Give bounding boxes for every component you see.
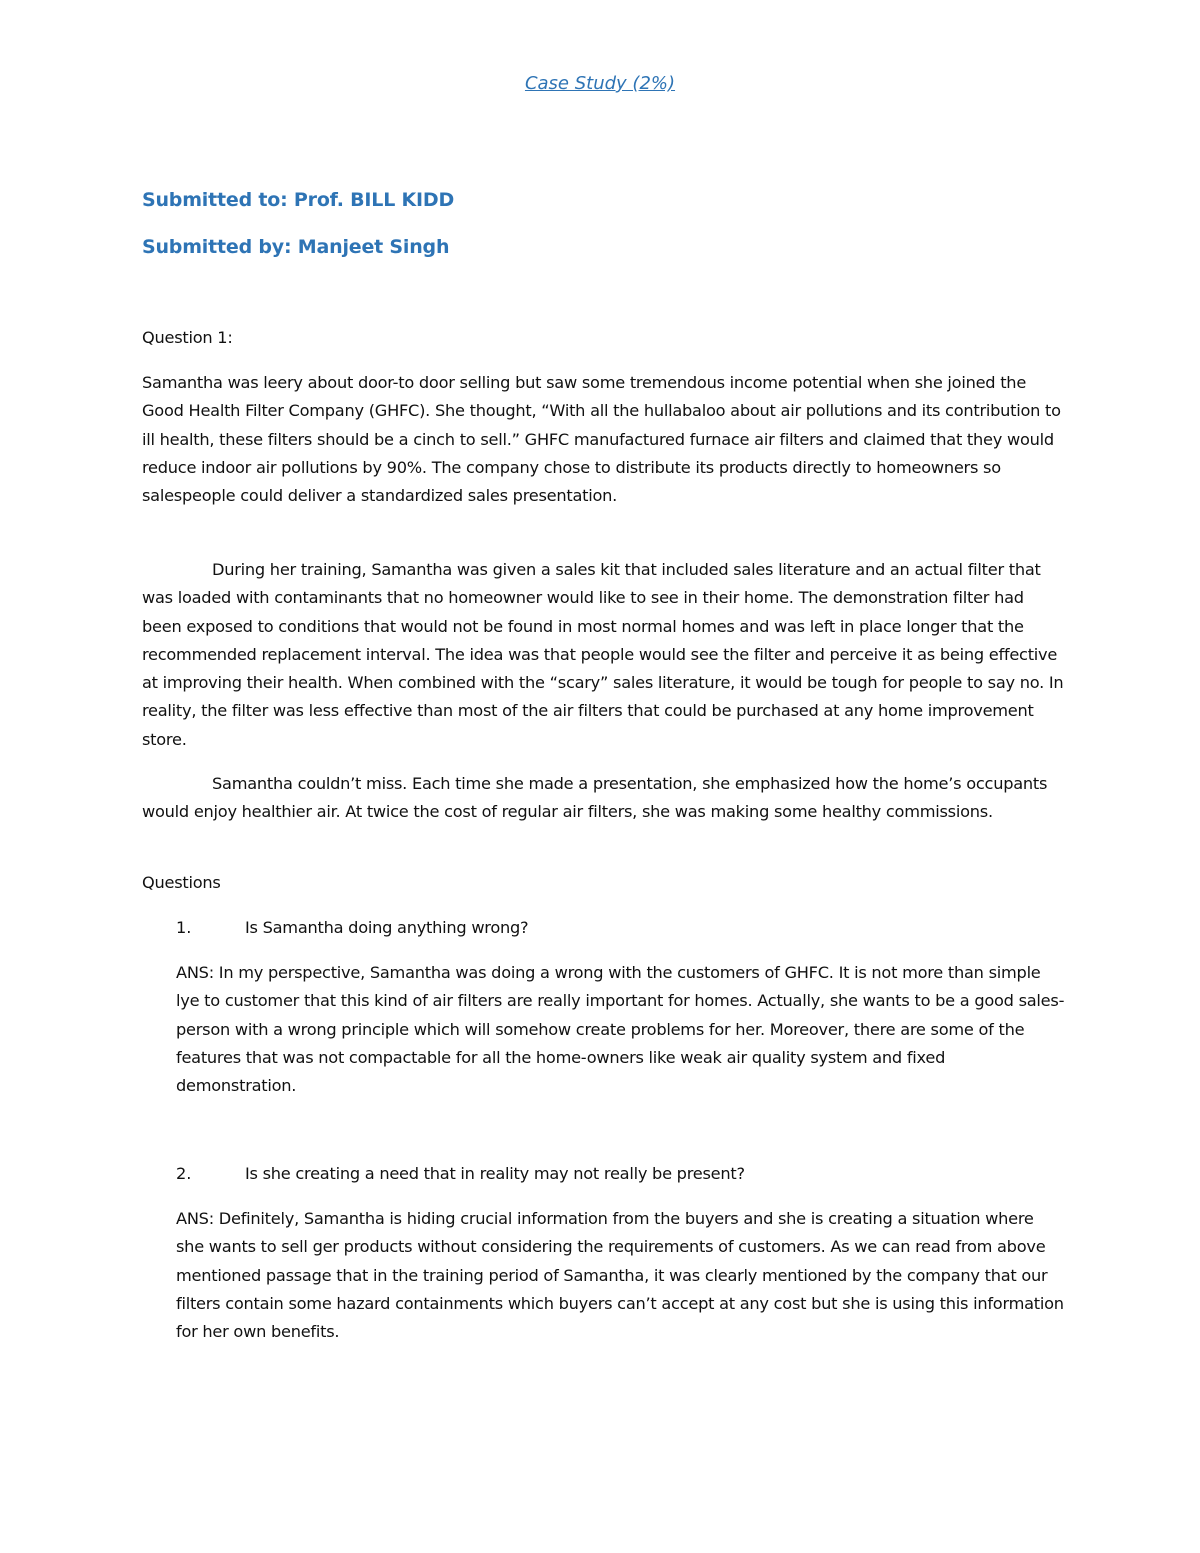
case-paragraph-1: Samantha was leery about door-to door selling but saw some tremendous income potential when she joined the Good Health Filter Company (GHFC). She thought, “With all the hullabaloo about air pollutions and its contribution to ill health, these filters should be a cinch to sell.” GHFC manufactured furnace air filters and claimed that they would reduce indoor air pollutions by 90%. The company chose to distribute its products directly to homeowners so salespeople could deliver a standardized sales presentation. — [142, 373, 1061, 506]
questions-label: Questions — [142, 873, 221, 892]
answer-paragraph: ANS: In my perspective, Samantha was doing a wrong with the customers of GHFC. It is not more than simple lye to customer that this kind of air filters are really important for homes. Actually, she wants to be a good sales-person with a wrong principle which will somehow create problems for her. Moreover, there are some of the features that was not compactable for all the home-owners like weak air quality system and fixed demonstration. — [176, 963, 1065, 1096]
question-number: 2. — [176, 1164, 192, 1183]
case-paragraph-2: During her training, Samantha was given a sales kit that included sales literature and an actual filter that was loaded with contaminants that no homeowner would like to see in their home. The demonstration filter had been exposed to conditions that would not be found in most normal homes and was left in place longer that the recommended replacement interval. The idea was that people would see the filter and perceive it as being effective at improving their health. When combined with the “scary” sales literature, it would be tough for people to say no. In reality, the filter was less effective than most of the air filters that could be purchased at any home improvement store. — [142, 560, 1064, 749]
question-number: 1. — [176, 918, 192, 937]
answer-paragraph: ANS: Definitely, Samantha is hiding crucial information from the buyers and she is creating a situation where she wants to sell ger products without considering the requirements of customers. As we can read from above mentioned passage that in the training period of Samantha, it was clearly mentioned by the company that our filters contain some hazard containments which buyers can’t accept at any cost but she is using this information for her own benefits. — [176, 1209, 1064, 1342]
question-text: Is Samantha doing anything wrong? — [245, 918, 529, 937]
submitted-to: Submitted to: Prof. BILL KIDD — [142, 189, 455, 211]
document-title: Case Study (2%) — [524, 73, 676, 94]
question-heading: Question 1: — [142, 328, 233, 347]
question-text: Is she creating a need that in reality may not really be present? — [245, 1164, 745, 1183]
submitted-by: Submitted by: Manjeet Singh — [142, 236, 450, 258]
case-paragraph-3: Samantha couldn’t miss. Each time she made a presentation, she emphasized how the home’s occupants would enjoy healthier air. At twice the cost of regular air filters, she was making some healthy commissions. — [142, 774, 1048, 822]
